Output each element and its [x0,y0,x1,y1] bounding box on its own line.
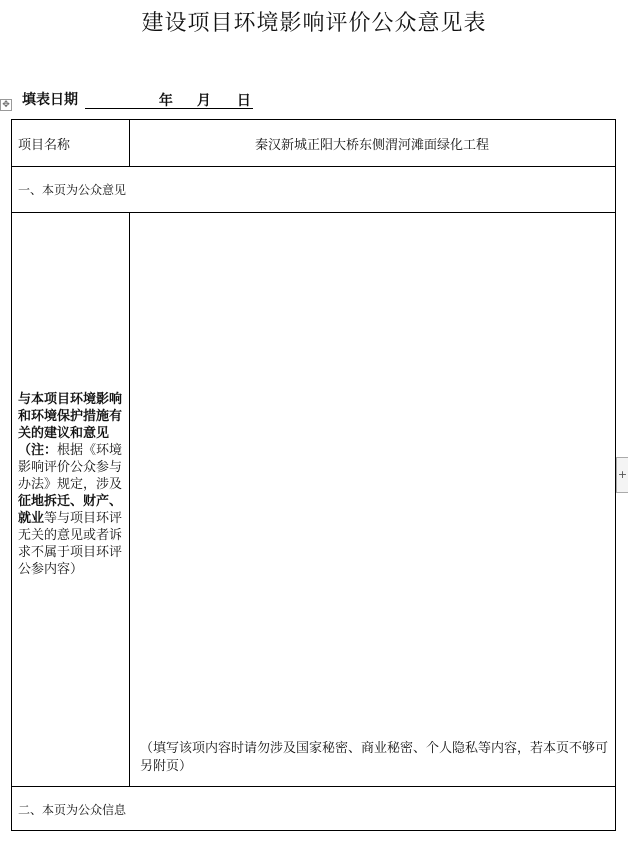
opinion-label-normal-1: 根据《环境影响评价公众参与办法》规定，涉及 [18,443,123,492]
opinion-label-bold-1: 与本项目环境影响和环境保护措施有关的建议和意见（注： [18,392,123,458]
year-label: 年 [158,93,173,109]
day-label: 日 [236,93,251,109]
side-expand-tab[interactable] [616,457,628,493]
project-name-label: 项目名称 [18,138,71,153]
project-name-value[interactable]: 秦汉新城正阳大桥东侧渭河滩面绿化工程 [254,138,489,153]
date-row [22,89,253,109]
plus-icon: + [617,468,628,481]
date-fill-line[interactable] [85,92,253,109]
page-title: 建设项目环境影响评价公众意见表 [141,11,487,36]
opinion-field-label [18,391,126,578]
opinion-label-bold-2: 征地拆迁、财产、就业 [18,494,123,526]
opinion-note: （填写该项内容时请勿涉及国家秘密、商业秘密、个人隐私等内容，若本页不够可另附页） [140,741,609,774]
month-label: 月 [196,93,211,109]
row-divider [12,166,615,167]
date-label: 填表日期 [22,92,78,108]
opinion-table [11,119,616,831]
opinion-input-area[interactable] [130,213,615,733]
section-public-info: 二、本页为公众信息 [18,803,127,817]
opinion-label-normal-2: 等与项目环评无关的意见或者诉求不属于项目环评公参内容） [18,511,123,577]
section-public-opinion: 一、本页为公众意见 [18,183,127,197]
table-move-icon[interactable]: ✥ [0,99,12,111]
row-divider [12,786,615,787]
